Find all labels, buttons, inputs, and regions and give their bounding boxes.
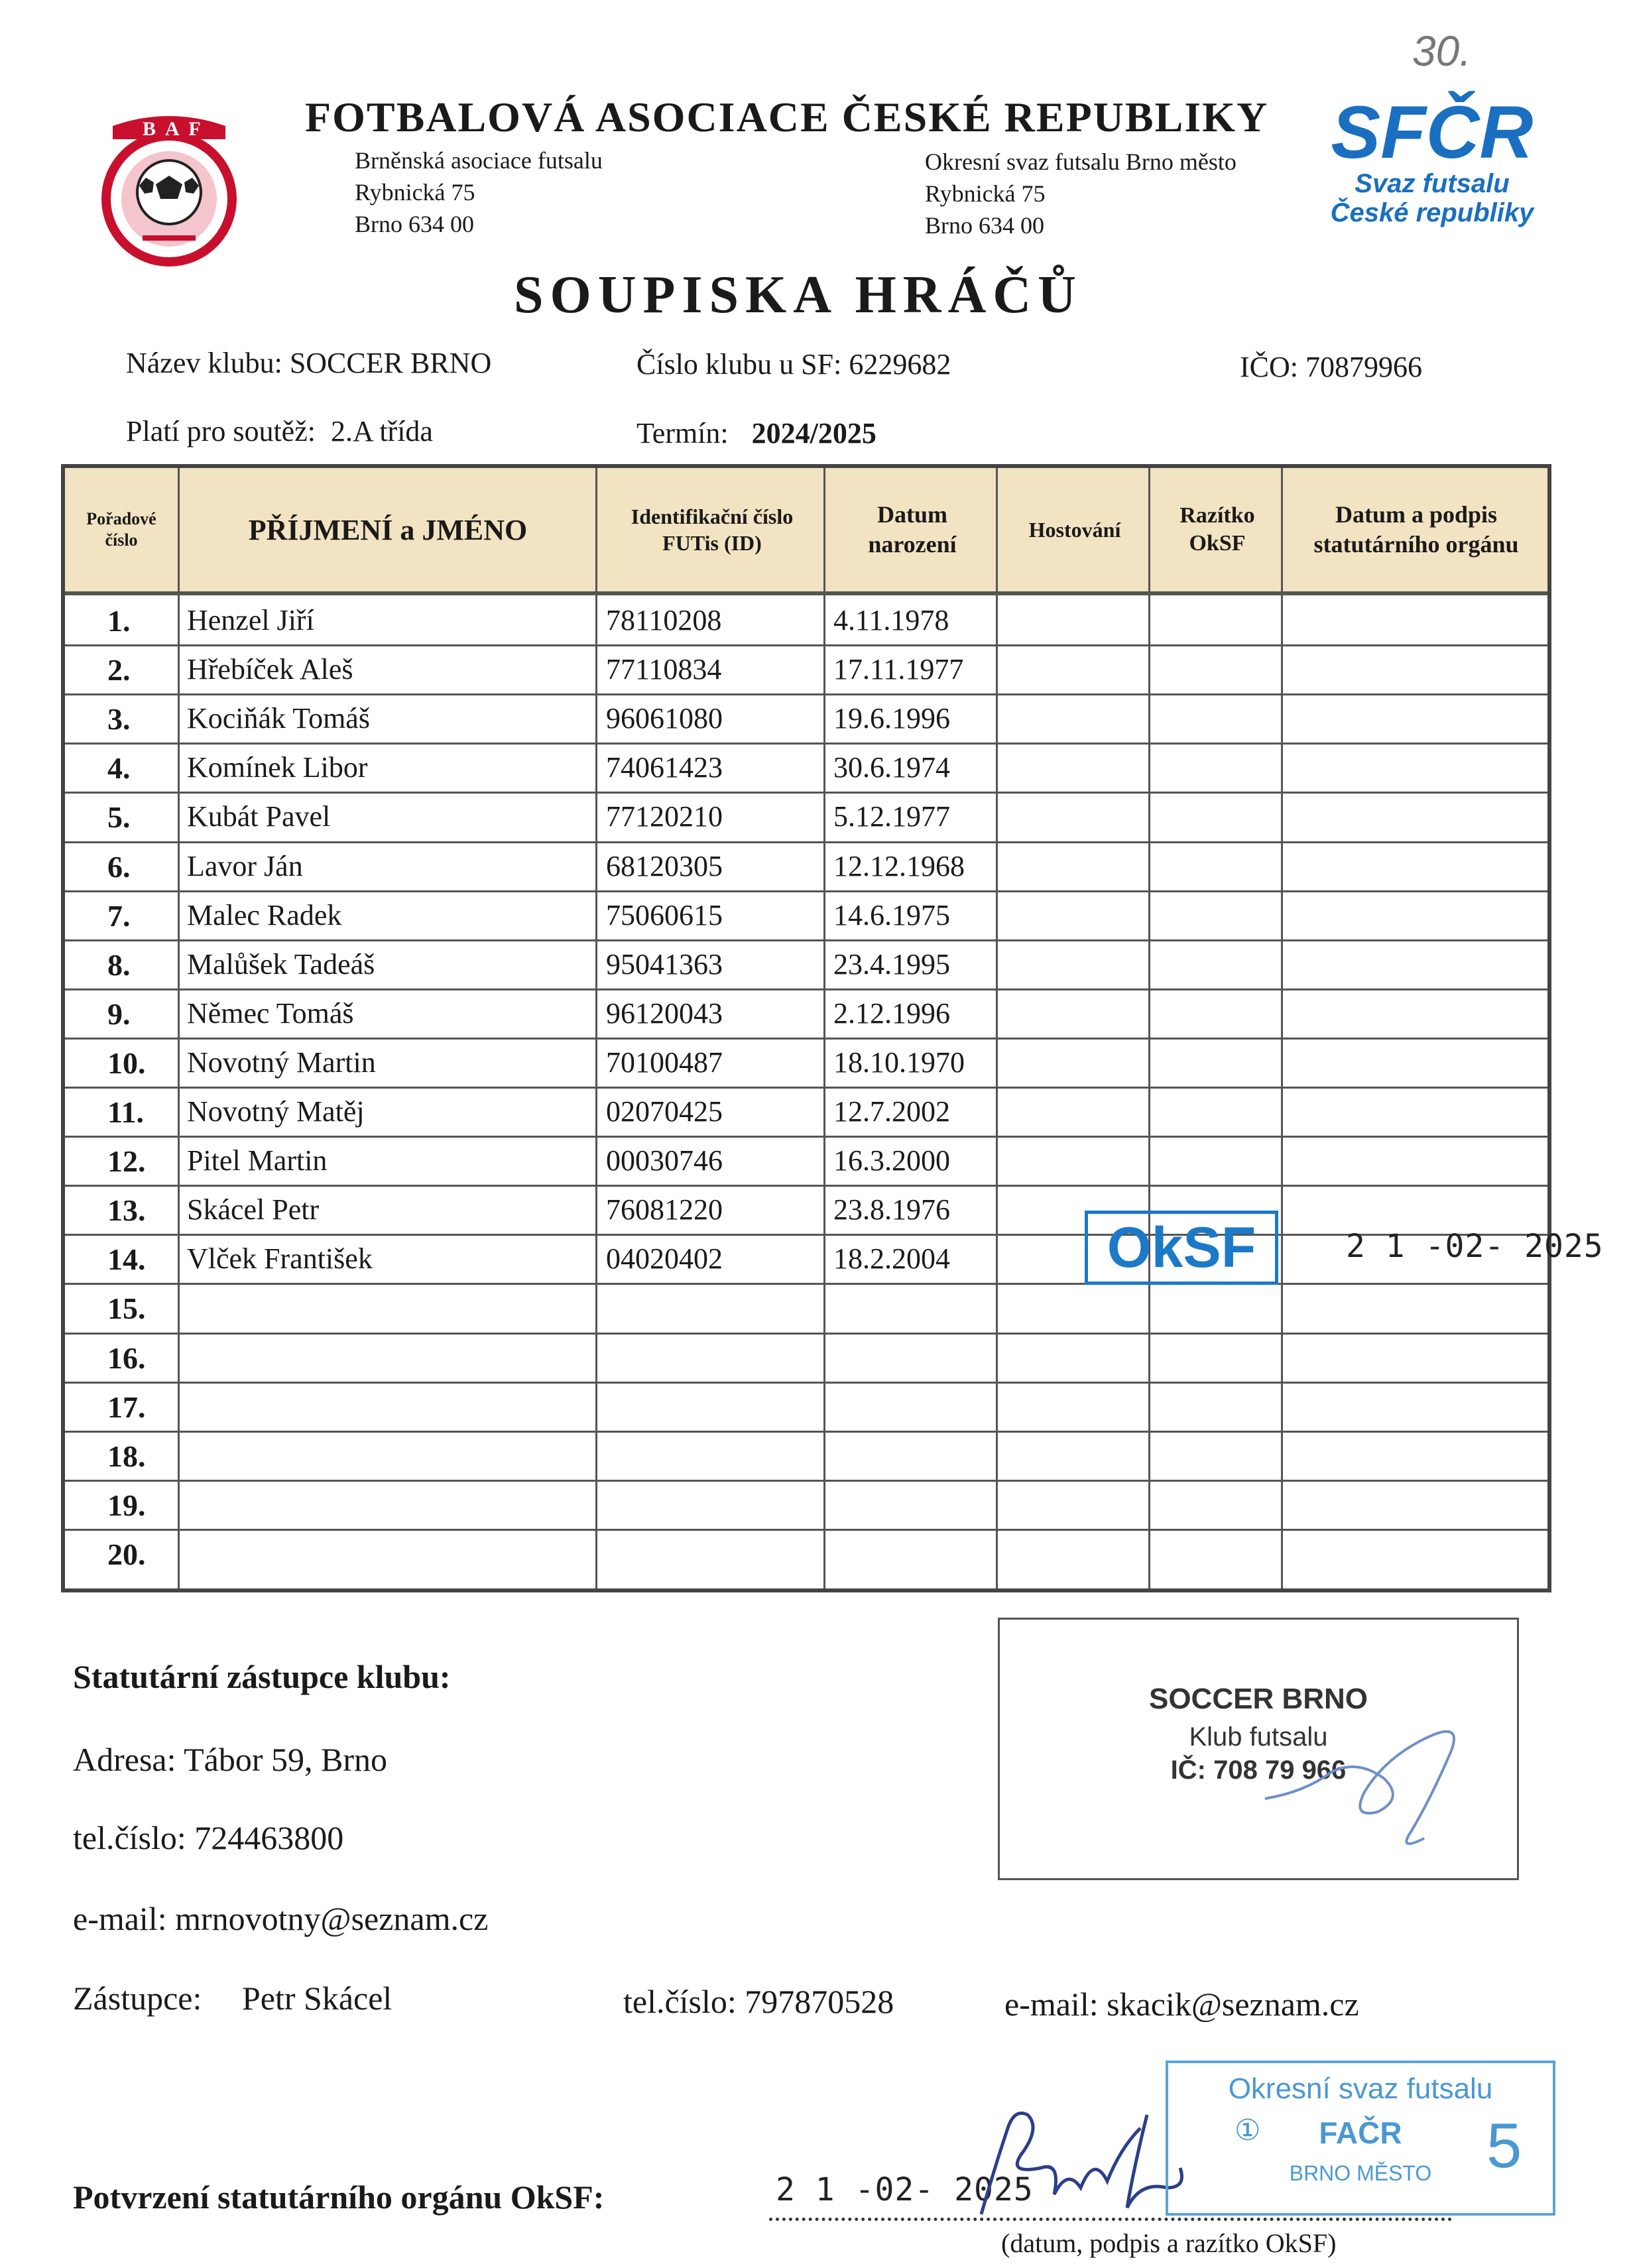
row-divider: [65, 939, 1547, 941]
page-number: 30.: [1412, 27, 1471, 75]
seal-line2: FAČR: [1319, 2116, 1402, 2150]
seal-line1: Okresní svaz futsalu: [1228, 2072, 1493, 2105]
row-number: 3.: [107, 702, 131, 737]
left-address-line: Brněnská asociace futsalu: [355, 147, 603, 174]
row-number: 1.: [107, 604, 131, 638]
column-divider: [996, 468, 998, 1588]
player-birth-date: 23.8.1976: [833, 1193, 950, 1226]
player-futis-id: 77110834: [606, 653, 722, 686]
ico-label: IČO:: [1240, 351, 1298, 383]
player-name: Skácel Petr: [187, 1193, 320, 1226]
row-divider: [65, 1087, 1547, 1089]
row-divider: [65, 792, 1547, 794]
club-sf-number-value: 6229682: [849, 348, 951, 381]
competition-label: Platí pro soutěž:: [126, 415, 316, 448]
seal-side-mark: 5: [1486, 2110, 1522, 2181]
row-divider: [65, 693, 1547, 695]
player-name: Henzel Jiří: [187, 604, 314, 636]
player-birth-date: 14.6.1975: [833, 898, 950, 931]
header-birth: [827, 468, 997, 591]
club-sf-number-label: Číslo klubu u SF:: [636, 348, 842, 381]
row-divider: [65, 890, 1547, 892]
player-birth-date: 12.7.2002: [833, 1095, 950, 1128]
player-name: Novotný Matěj: [187, 1095, 365, 1128]
ico-value: 70879966: [1305, 351, 1422, 383]
header-stamp-line: Razítko: [1179, 503, 1255, 528]
row-number: 6.: [107, 849, 131, 884]
row-divider: [65, 1185, 1547, 1187]
club-name-label: Název klubu:: [126, 347, 282, 379]
row-number: 4.: [107, 751, 131, 786]
player-birth-date: 17.11.1977: [833, 653, 964, 686]
deputy-phone: tel.číslo: 797870528: [623, 1983, 894, 2020]
row-divider: [65, 1529, 1547, 1531]
club-signature-icon: [1252, 1699, 1504, 1858]
row-number: 8.: [107, 947, 131, 982]
player-name: Vlček František: [187, 1242, 373, 1276]
header-order-line: číslo: [105, 530, 138, 550]
player-name: Pitel Martin: [187, 1144, 328, 1177]
row-number: 20.: [107, 1537, 146, 1571]
right-address-line: Okresní svaz futsalu Brno město: [925, 149, 1237, 175]
row-number: 18.: [107, 1439, 146, 1473]
row-number: 19.: [107, 1488, 146, 1522]
player-birth-date: 5.12.1977: [833, 800, 950, 833]
table-stamp-date: 2 1 -02- 2025: [1346, 1228, 1604, 1265]
term-value: 2024/2025: [751, 417, 876, 449]
deputy-label: Zástupce:: [73, 1980, 202, 2017]
player-birth-date: 30.6.1974: [833, 751, 950, 784]
player-birth-date: 2.12.1996: [833, 996, 950, 1030]
row-number: 17.: [107, 1390, 146, 1424]
representative-address: Adresa: Tábor 59, Brno: [73, 1741, 387, 1778]
player-futis-id: 96120043: [606, 996, 723, 1030]
club-stamp-type: Klub futsalu: [1189, 1722, 1328, 1752]
player-name: Němec Tomáš: [187, 996, 354, 1030]
header-signature-line: statutárního orgánu: [1313, 531, 1519, 558]
row-divider: [65, 841, 1547, 843]
player-birth-date: 12.12.1968: [833, 849, 965, 882]
player-futis-id: 95041363: [606, 947, 723, 981]
confirmation-date: 2 1 -02- 2025: [776, 2171, 1034, 2208]
player-name: Hřebíček Aleš: [187, 653, 353, 686]
oksf-seal: [1166, 2060, 1555, 2216]
player-futis-id: 68120305: [606, 849, 723, 882]
player-futis-id: 04020402: [606, 1242, 723, 1276]
player-futis-id: 00030746: [606, 1144, 723, 1177]
row-number: 14.: [107, 1242, 146, 1277]
row-divider: [65, 1234, 1547, 1236]
header-stamp-line: OkSF: [1189, 531, 1246, 556]
oksf-stamp: OkSF: [1085, 1211, 1278, 1285]
row-divider: [65, 1038, 1547, 1040]
row-divider: [65, 1136, 1547, 1138]
representative-phone: tel.číslo: 724463800: [73, 1819, 344, 1856]
roster-table-header: [65, 468, 1547, 595]
term-field: [636, 416, 876, 450]
club-name-value: SOCCER BRNO: [289, 347, 492, 379]
player-futis-id: 78110208: [606, 604, 722, 636]
header-id-line: FUTis (ID): [662, 531, 762, 555]
ico-field: [1240, 350, 1422, 384]
player-birth-date: 18.10.1970: [833, 1045, 965, 1079]
deputy-email: e-mail: skacik@seznam.cz: [1004, 1986, 1359, 2023]
column-divider: [1148, 468, 1150, 1588]
sfcr-logo-name: SFČR: [1331, 91, 1534, 174]
row-number: 10.: [107, 1045, 146, 1080]
row-number: 2.: [107, 653, 131, 687]
player-name: Malec Radek: [187, 898, 342, 931]
player-futis-id: 02070425: [606, 1095, 723, 1128]
baf-logo-letters: B A F: [143, 118, 204, 140]
player-name: Kociňák Tomáš: [187, 702, 370, 735]
row-divider: [65, 743, 1547, 745]
row-number: 16.: [107, 1341, 146, 1375]
club-stamp-ico: IČ: 708 79 966: [1170, 1756, 1347, 1785]
header-signature: [1285, 468, 1547, 591]
player-name: Novotný Martin: [187, 1045, 376, 1079]
seal-number-mark: ①: [1235, 2114, 1261, 2147]
club-stamp-name: SOCCER BRNO: [1148, 1683, 1368, 1715]
row-number: 13.: [107, 1193, 146, 1228]
player-futis-id: 76081220: [606, 1193, 723, 1226]
row-number: 15.: [107, 1291, 146, 1326]
header-birth-line: Datum: [877, 501, 947, 528]
column-divider: [823, 468, 825, 1588]
player-name: Lavor Ján: [187, 849, 303, 882]
club-sf-number-field: [636, 347, 951, 381]
club-name-field: [126, 346, 491, 380]
row-divider: [65, 1431, 1547, 1433]
player-futis-id: 96061080: [606, 702, 723, 735]
player-name: Komínek Libor: [187, 751, 368, 784]
row-divider: [65, 1333, 1547, 1335]
deputy-name: Petr Skácel: [242, 1980, 393, 2017]
header-name: PŘÍJMENÍ a JMÉNO: [248, 513, 528, 546]
row-divider: [65, 988, 1547, 990]
competition-field: [126, 414, 433, 448]
player-birth-date: 18.2.2004: [833, 1242, 950, 1276]
column-divider: [595, 468, 597, 1588]
player-birth-date: 16.3.2000: [833, 1144, 950, 1177]
header-signature-line: Datum a podpis: [1335, 501, 1498, 528]
left-address-line: Brno 634 00: [355, 211, 474, 237]
player-birth-date: 19.6.1996: [833, 702, 950, 735]
player-birth-date: 4.11.1978: [833, 604, 949, 636]
header-order-line: Pořadové: [86, 508, 156, 528]
player-futis-id: 75060615: [606, 898, 723, 931]
column-divider: [178, 468, 180, 1588]
player-birth-date: 23.4.1995: [833, 947, 950, 981]
right-address-line: Rybnická 75: [925, 180, 1046, 207]
term-label: Termín:: [636, 417, 729, 449]
organization-title: FOTBALOVÁ ASOCIACE ČESKÉ REPUBLIKY: [305, 93, 1269, 141]
header-guest: Hostování: [1028, 518, 1121, 542]
row-divider: [65, 1283, 1547, 1285]
confirmation-label: Potvrzení statutárního orgánu OkSF:: [73, 2178, 605, 2216]
right-address: [925, 146, 1237, 241]
left-address: [355, 145, 603, 240]
player-name: Kubát Pavel: [187, 800, 331, 833]
row-number: 11.: [107, 1095, 144, 1129]
roster-table: [61, 464, 1551, 1591]
row-divider: [65, 1480, 1547, 1482]
sfcr-logo-line2: České republiky: [1330, 198, 1534, 227]
sfcr-logo: [1323, 91, 1541, 227]
header-stamp: [1152, 468, 1282, 591]
representative-email: e-mail: mrnovotny@seznam.cz: [73, 1900, 489, 1937]
confirmation-caption: (datum, podpis a razítko OkSF): [1001, 2228, 1337, 2258]
left-address-line: Rybnická 75: [355, 179, 475, 206]
player-futis-id: 70100487: [606, 1045, 723, 1079]
column-divider: [1281, 468, 1283, 1588]
document-title: SOUPISKA HRÁČŮ: [514, 266, 1083, 324]
representative-heading: Statutární zástupce klubu:: [73, 1658, 451, 1695]
row-number: 7.: [107, 898, 131, 933]
club-stamp-box: [998, 1618, 1519, 1880]
player-futis-id: 74061423: [606, 751, 723, 784]
header-id-line: Identifikační číslo: [631, 505, 794, 528]
row-divider: [65, 644, 1547, 646]
competition-value: 2.A třída: [330, 415, 433, 448]
header-id: [599, 468, 825, 591]
row-number: 12.: [107, 1144, 146, 1179]
row-divider: [65, 1382, 1547, 1384]
baf-logo: [93, 99, 245, 272]
right-address-line: Brno 634 00: [925, 212, 1044, 239]
header-order: [65, 468, 178, 591]
player-name: Malůšek Tadeáš: [187, 947, 375, 981]
row-number: 9.: [107, 996, 131, 1031]
header-birth-line: narození: [868, 531, 957, 558]
player-futis-id: 77120210: [606, 800, 723, 833]
row-number: 5.: [107, 800, 131, 835]
sfcr-logo-line1: Svaz futsalu: [1355, 169, 1510, 198]
seal-line3: BRNO MĚSTO: [1289, 2161, 1432, 2185]
